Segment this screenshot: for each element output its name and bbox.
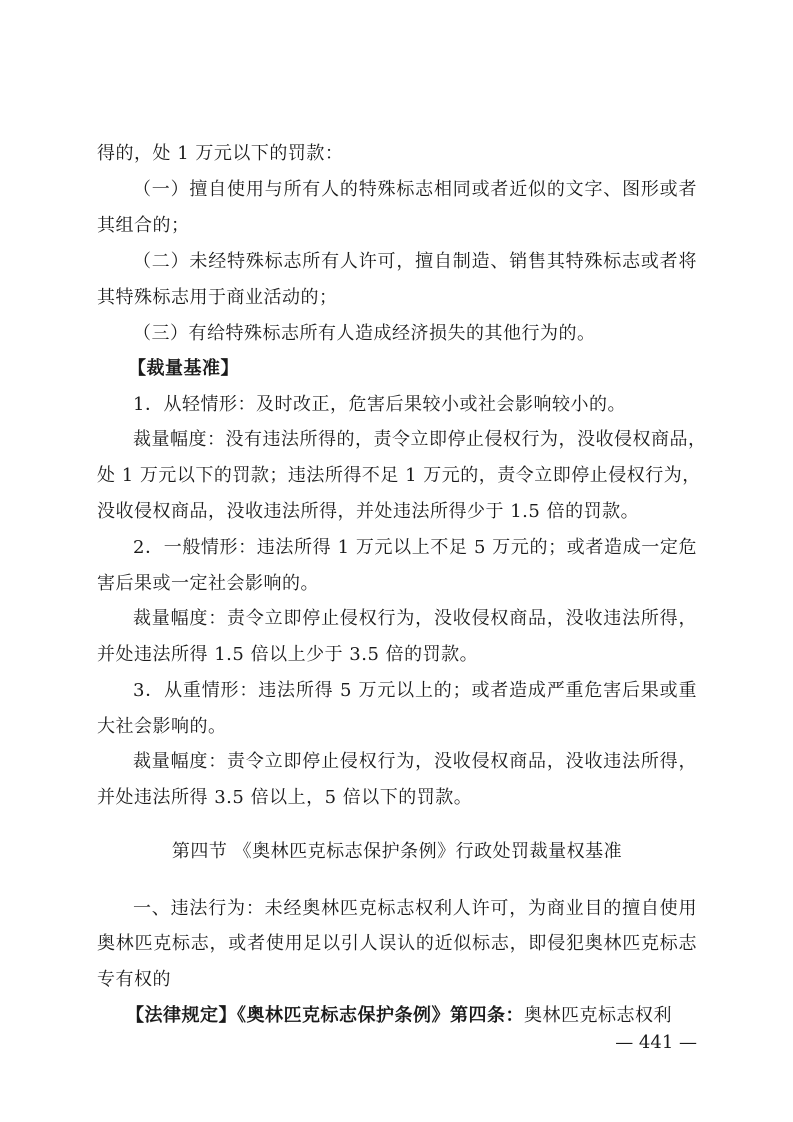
page-number: — 441 — (615, 1032, 697, 1053)
section-heading: 第四节 《奥林匹克标志保护条例》行政处罚裁量权基准 (171, 841, 623, 862)
item-two-line: （二）未经特殊标志所有人许可，擅自制造、销售其特殊标志或者将 (133, 251, 697, 272)
discretion-range-line: 裁量幅度：没有违法所得的，责令立即停止侵权行为，没收侵权商品， (133, 429, 707, 450)
item-three-line: （三）有给特殊标志所有人造成经济损失的其他行为的。 (133, 323, 596, 344)
paragraph-line: 并处违法所得 1.5 倍以上少于 3.5 倍的罚款。 (97, 644, 479, 665)
general-case-line: 2．一般情形：违法所得 1 万元以上不足 5 万元的；或者造成一定危 (133, 537, 697, 558)
discretion-range-line: 裁量幅度：责令立即停止侵权行为，没收侵权商品，没收违法所得， (133, 608, 697, 629)
violation-line: 专有权的 (97, 969, 171, 990)
law-provision-line (126, 1004, 697, 1028)
law-provision-text: 奥林匹克标志权利 (524, 1005, 672, 1026)
severe-case-line: 3．从重情形：违法所得 5 万元以上的；或者造成严重危害后果或重 (133, 680, 697, 701)
violation-line: 奥林匹克标志，或者使用足以引人误认的近似标志，即侵犯奥林匹克标志 (97, 933, 697, 954)
paragraph-line: 害后果或一定社会影响的。 (97, 573, 319, 594)
paragraph-line: 其组合的； (97, 215, 190, 236)
paragraph-line: 没收侵权商品，没收违法所得，并处违法所得少于 1.5 倍的罚款。 (97, 501, 640, 522)
discretion-range-line: 裁量幅度：责令立即停止侵权行为，没收侵权商品，没收违法所得， (133, 751, 697, 772)
paragraph-line: 大社会影响的。 (97, 716, 227, 737)
law-provision-label: 【法律规定】《奥林匹克标志保护条例》第四条： (126, 1005, 524, 1026)
paragraph-line: 其特殊标志用于商业活动的； (97, 287, 338, 308)
discretion-standard-heading: 【裁量基准】 (128, 358, 239, 379)
violation-line: 一、违法行为：未经奥林匹克标志权利人许可，为商业目的擅自使用 (133, 898, 697, 919)
paragraph-line: 并处违法所得 3.5 倍以上，5 倍以下的罚款。 (97, 787, 473, 808)
lenient-case-line: 1．从轻情形：及时改正，危害后果较小或社会影响较小的。 (133, 394, 626, 415)
item-one-line: （一）擅自使用与所有人的特殊标志相同或者近似的文字、图形或者 (133, 179, 697, 200)
paragraph-line: 处 1 万元以下的罚款；违法所得不足 1 万元的，责令立即停止侵权行为， (97, 465, 701, 486)
paragraph-line: 得的，处 1 万元以下的罚款： (97, 143, 344, 164)
